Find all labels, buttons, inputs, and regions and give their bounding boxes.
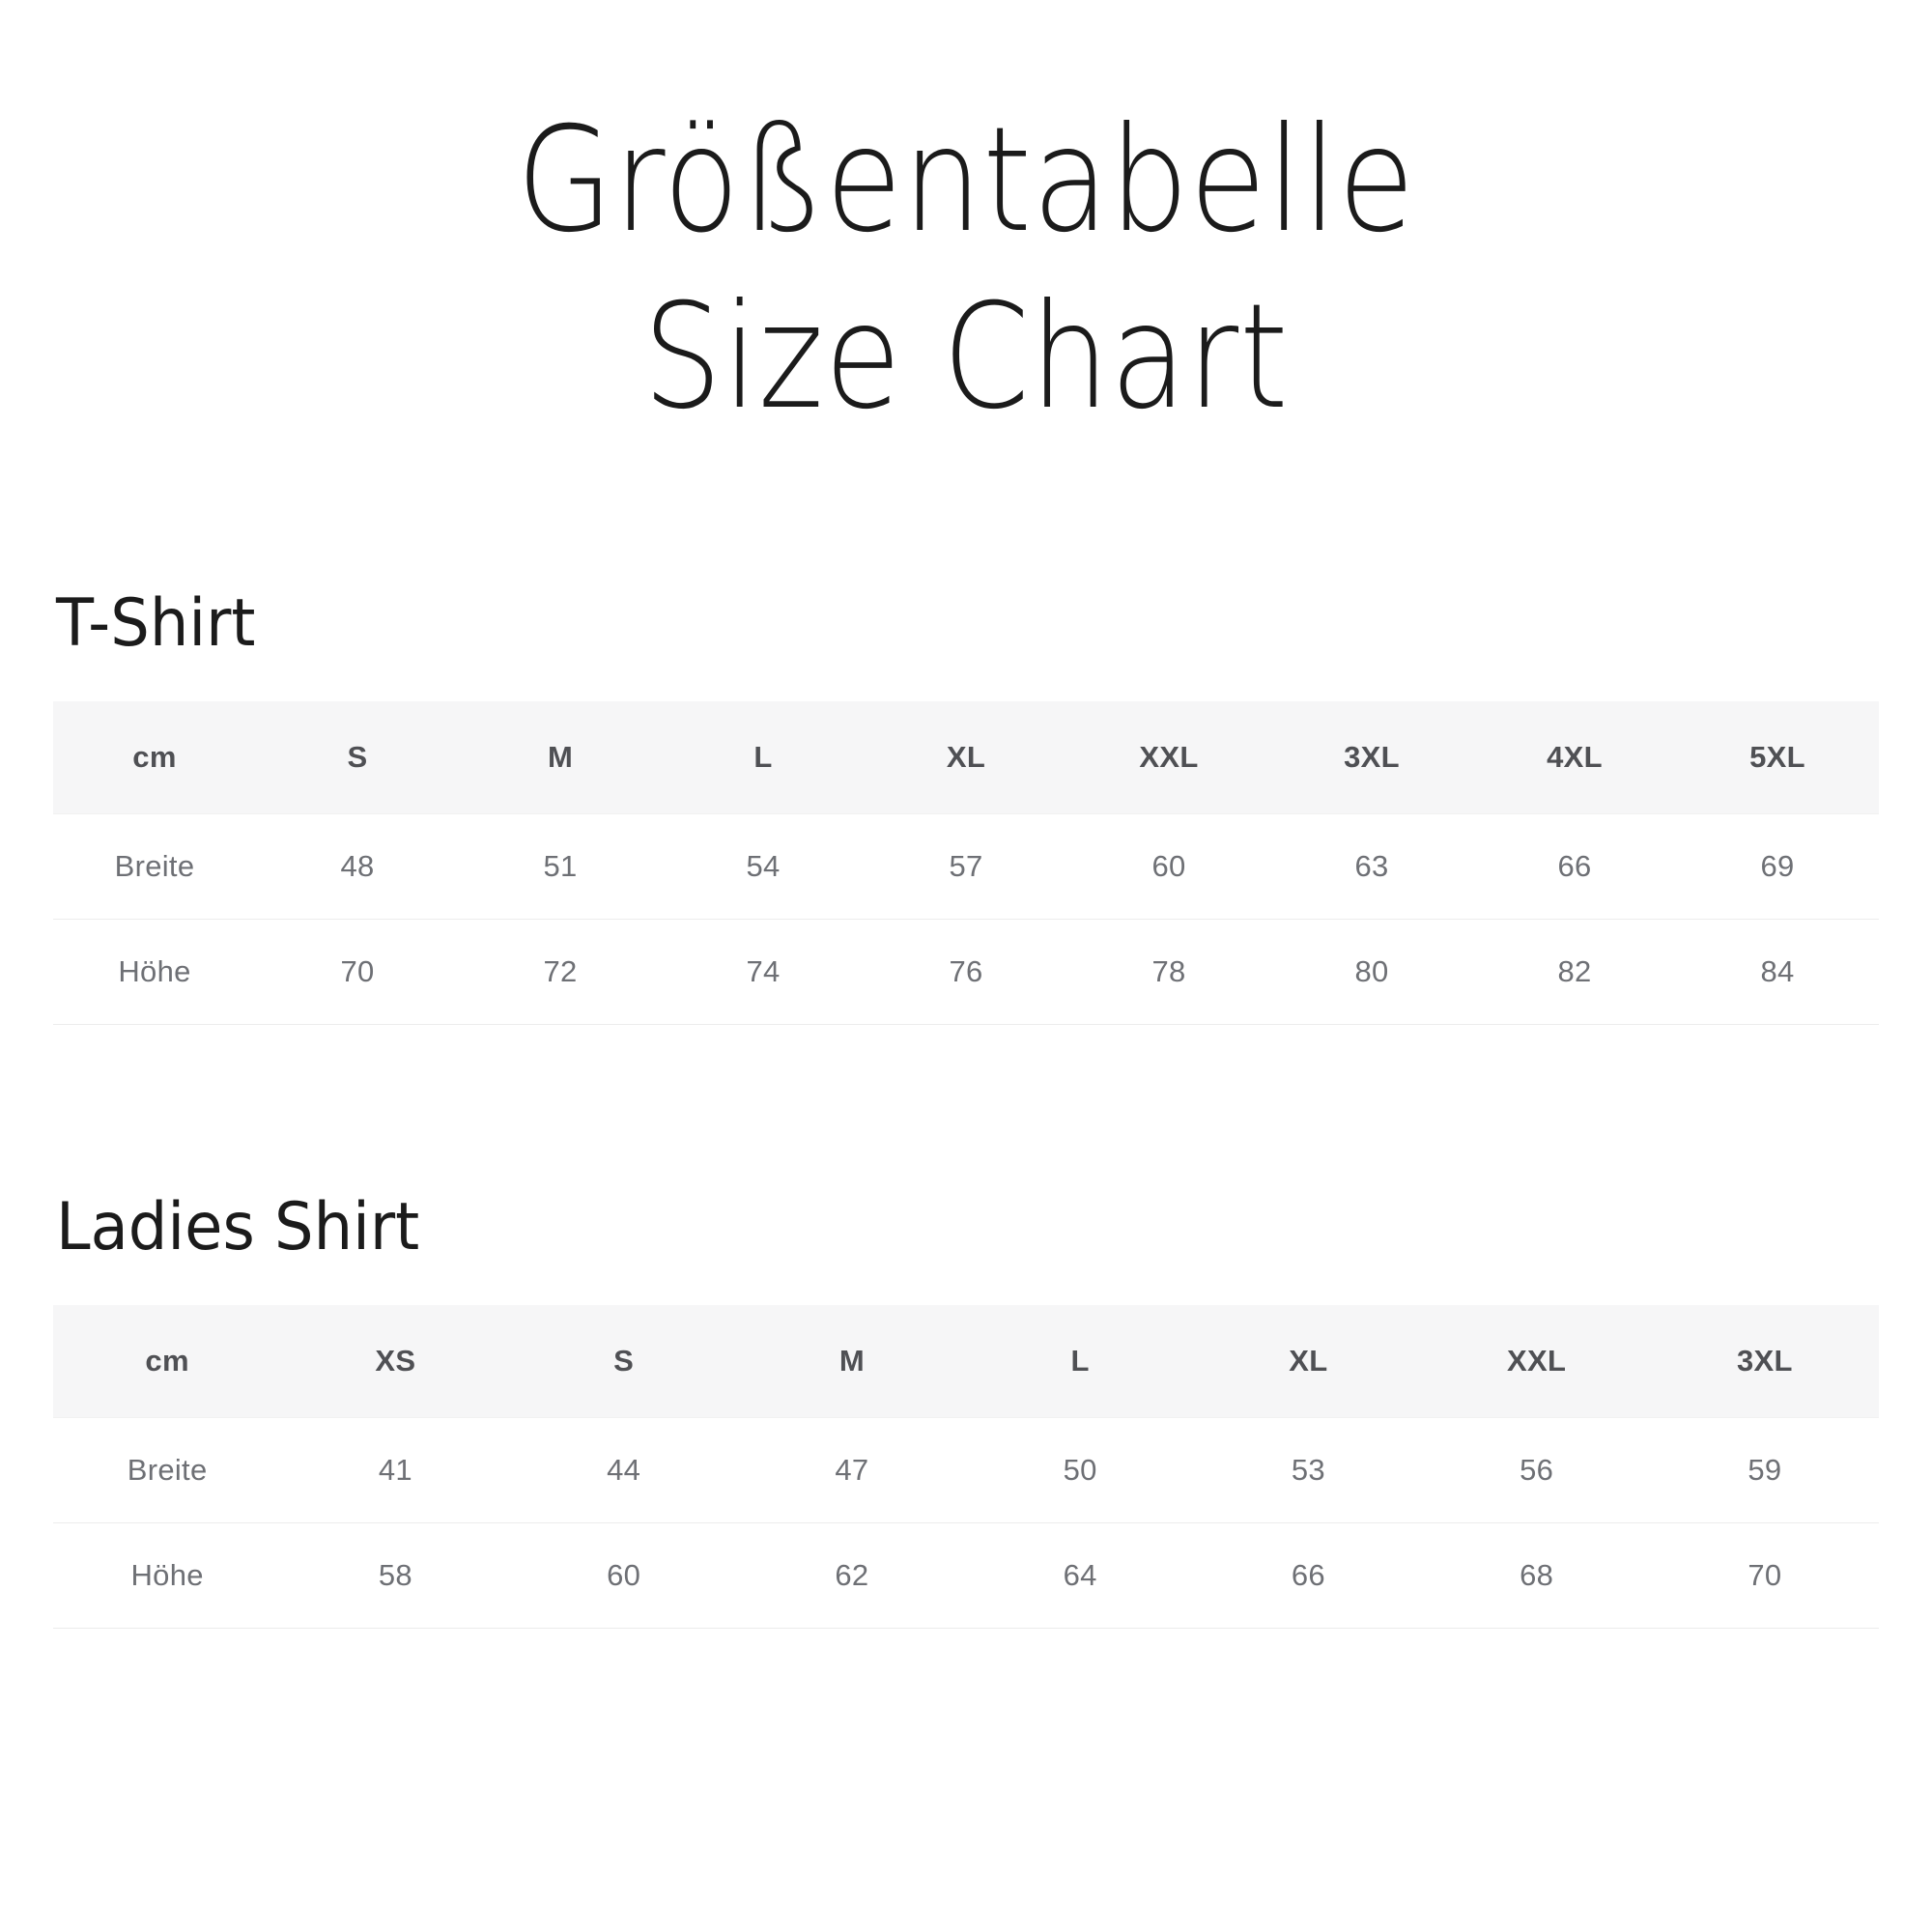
table-row	[53, 814, 1879, 920]
table-ladies-shirt-head	[53, 1305, 1879, 1418]
row-value: 74	[662, 920, 865, 1025]
row-value: 41	[281, 1418, 509, 1523]
table-ladies-shirt	[53, 1305, 1879, 1629]
table-row	[53, 1523, 1879, 1629]
table-header-cell-size: S	[510, 1305, 738, 1418]
table-header-cell-size: 4XL	[1473, 701, 1676, 814]
row-value: 63	[1270, 814, 1473, 920]
table-header-cell-size: L	[662, 701, 865, 814]
page-title-english: Size Chart	[642, 273, 1290, 441]
row-value: 70	[1651, 1523, 1879, 1629]
section-tshirt	[53, 585, 1879, 1025]
table-header-cell-size: M	[738, 1305, 966, 1418]
row-value: 78	[1067, 920, 1270, 1025]
row-value: 82	[1473, 920, 1676, 1025]
table-header-row	[53, 1305, 1879, 1418]
row-value: 69	[1676, 814, 1879, 920]
row-value: 51	[459, 814, 662, 920]
table-header-cell-size: XL	[865, 701, 1067, 814]
row-value: 54	[662, 814, 865, 920]
page-title	[53, 0, 1879, 446]
row-value: 66	[1194, 1523, 1422, 1629]
table-header-cell-size: L	[966, 1305, 1194, 1418]
table-header-cell-size: XXL	[1067, 701, 1270, 814]
row-label: Breite	[53, 814, 256, 920]
row-label: Höhe	[53, 1523, 281, 1629]
table-row	[53, 1418, 1879, 1523]
row-value: 58	[281, 1523, 509, 1629]
table-header-cell-size: M	[459, 701, 662, 814]
row-value: 57	[865, 814, 1067, 920]
row-value: 70	[256, 920, 459, 1025]
row-value: 60	[510, 1523, 738, 1629]
row-value: 56	[1423, 1418, 1651, 1523]
section-heading-tshirt: T-Shirt	[56, 585, 256, 662]
row-value: 44	[510, 1418, 738, 1523]
page-title-german: Größentabelle	[516, 97, 1416, 265]
row-label: Breite	[53, 1418, 281, 1523]
row-value: 72	[459, 920, 662, 1025]
table-header-cell-unit: cm	[53, 1305, 281, 1418]
table-header-cell-size: XS	[281, 1305, 509, 1418]
table-header-cell-size: 3XL	[1651, 1305, 1879, 1418]
row-value: 59	[1651, 1418, 1879, 1523]
row-value: 80	[1270, 920, 1473, 1025]
row-value: 76	[865, 920, 1067, 1025]
row-label: Höhe	[53, 920, 256, 1025]
table-tshirt-wrapper	[53, 701, 1879, 1025]
row-value: 84	[1676, 920, 1879, 1025]
row-value: 64	[966, 1523, 1194, 1629]
table-header-row	[53, 701, 1879, 814]
table-header-cell-size: XL	[1194, 1305, 1422, 1418]
section-heading-ladies-shirt: Ladies Shirt	[56, 1189, 420, 1265]
table-header-cell-size: S	[256, 701, 459, 814]
row-value: 50	[966, 1418, 1194, 1523]
table-header-cell-unit: cm	[53, 701, 256, 814]
table-tshirt-head	[53, 701, 1879, 814]
row-value: 66	[1473, 814, 1676, 920]
table-header-cell-size: 3XL	[1270, 701, 1473, 814]
row-value: 60	[1067, 814, 1270, 920]
table-tshirt-body	[53, 814, 1879, 1025]
row-value: 53	[1194, 1418, 1422, 1523]
table-tshirt	[53, 701, 1879, 1025]
row-value: 68	[1423, 1523, 1651, 1629]
table-ladies-shirt-wrapper	[53, 1305, 1879, 1629]
table-ladies-shirt-body	[53, 1418, 1879, 1629]
row-value: 48	[256, 814, 459, 920]
table-row	[53, 920, 1879, 1025]
row-value: 62	[738, 1523, 966, 1629]
table-header-cell-size: XXL	[1423, 1305, 1651, 1418]
section-ladies-shirt	[53, 1189, 1879, 1629]
row-value: 47	[738, 1418, 966, 1523]
table-header-cell-size: 5XL	[1676, 701, 1879, 814]
